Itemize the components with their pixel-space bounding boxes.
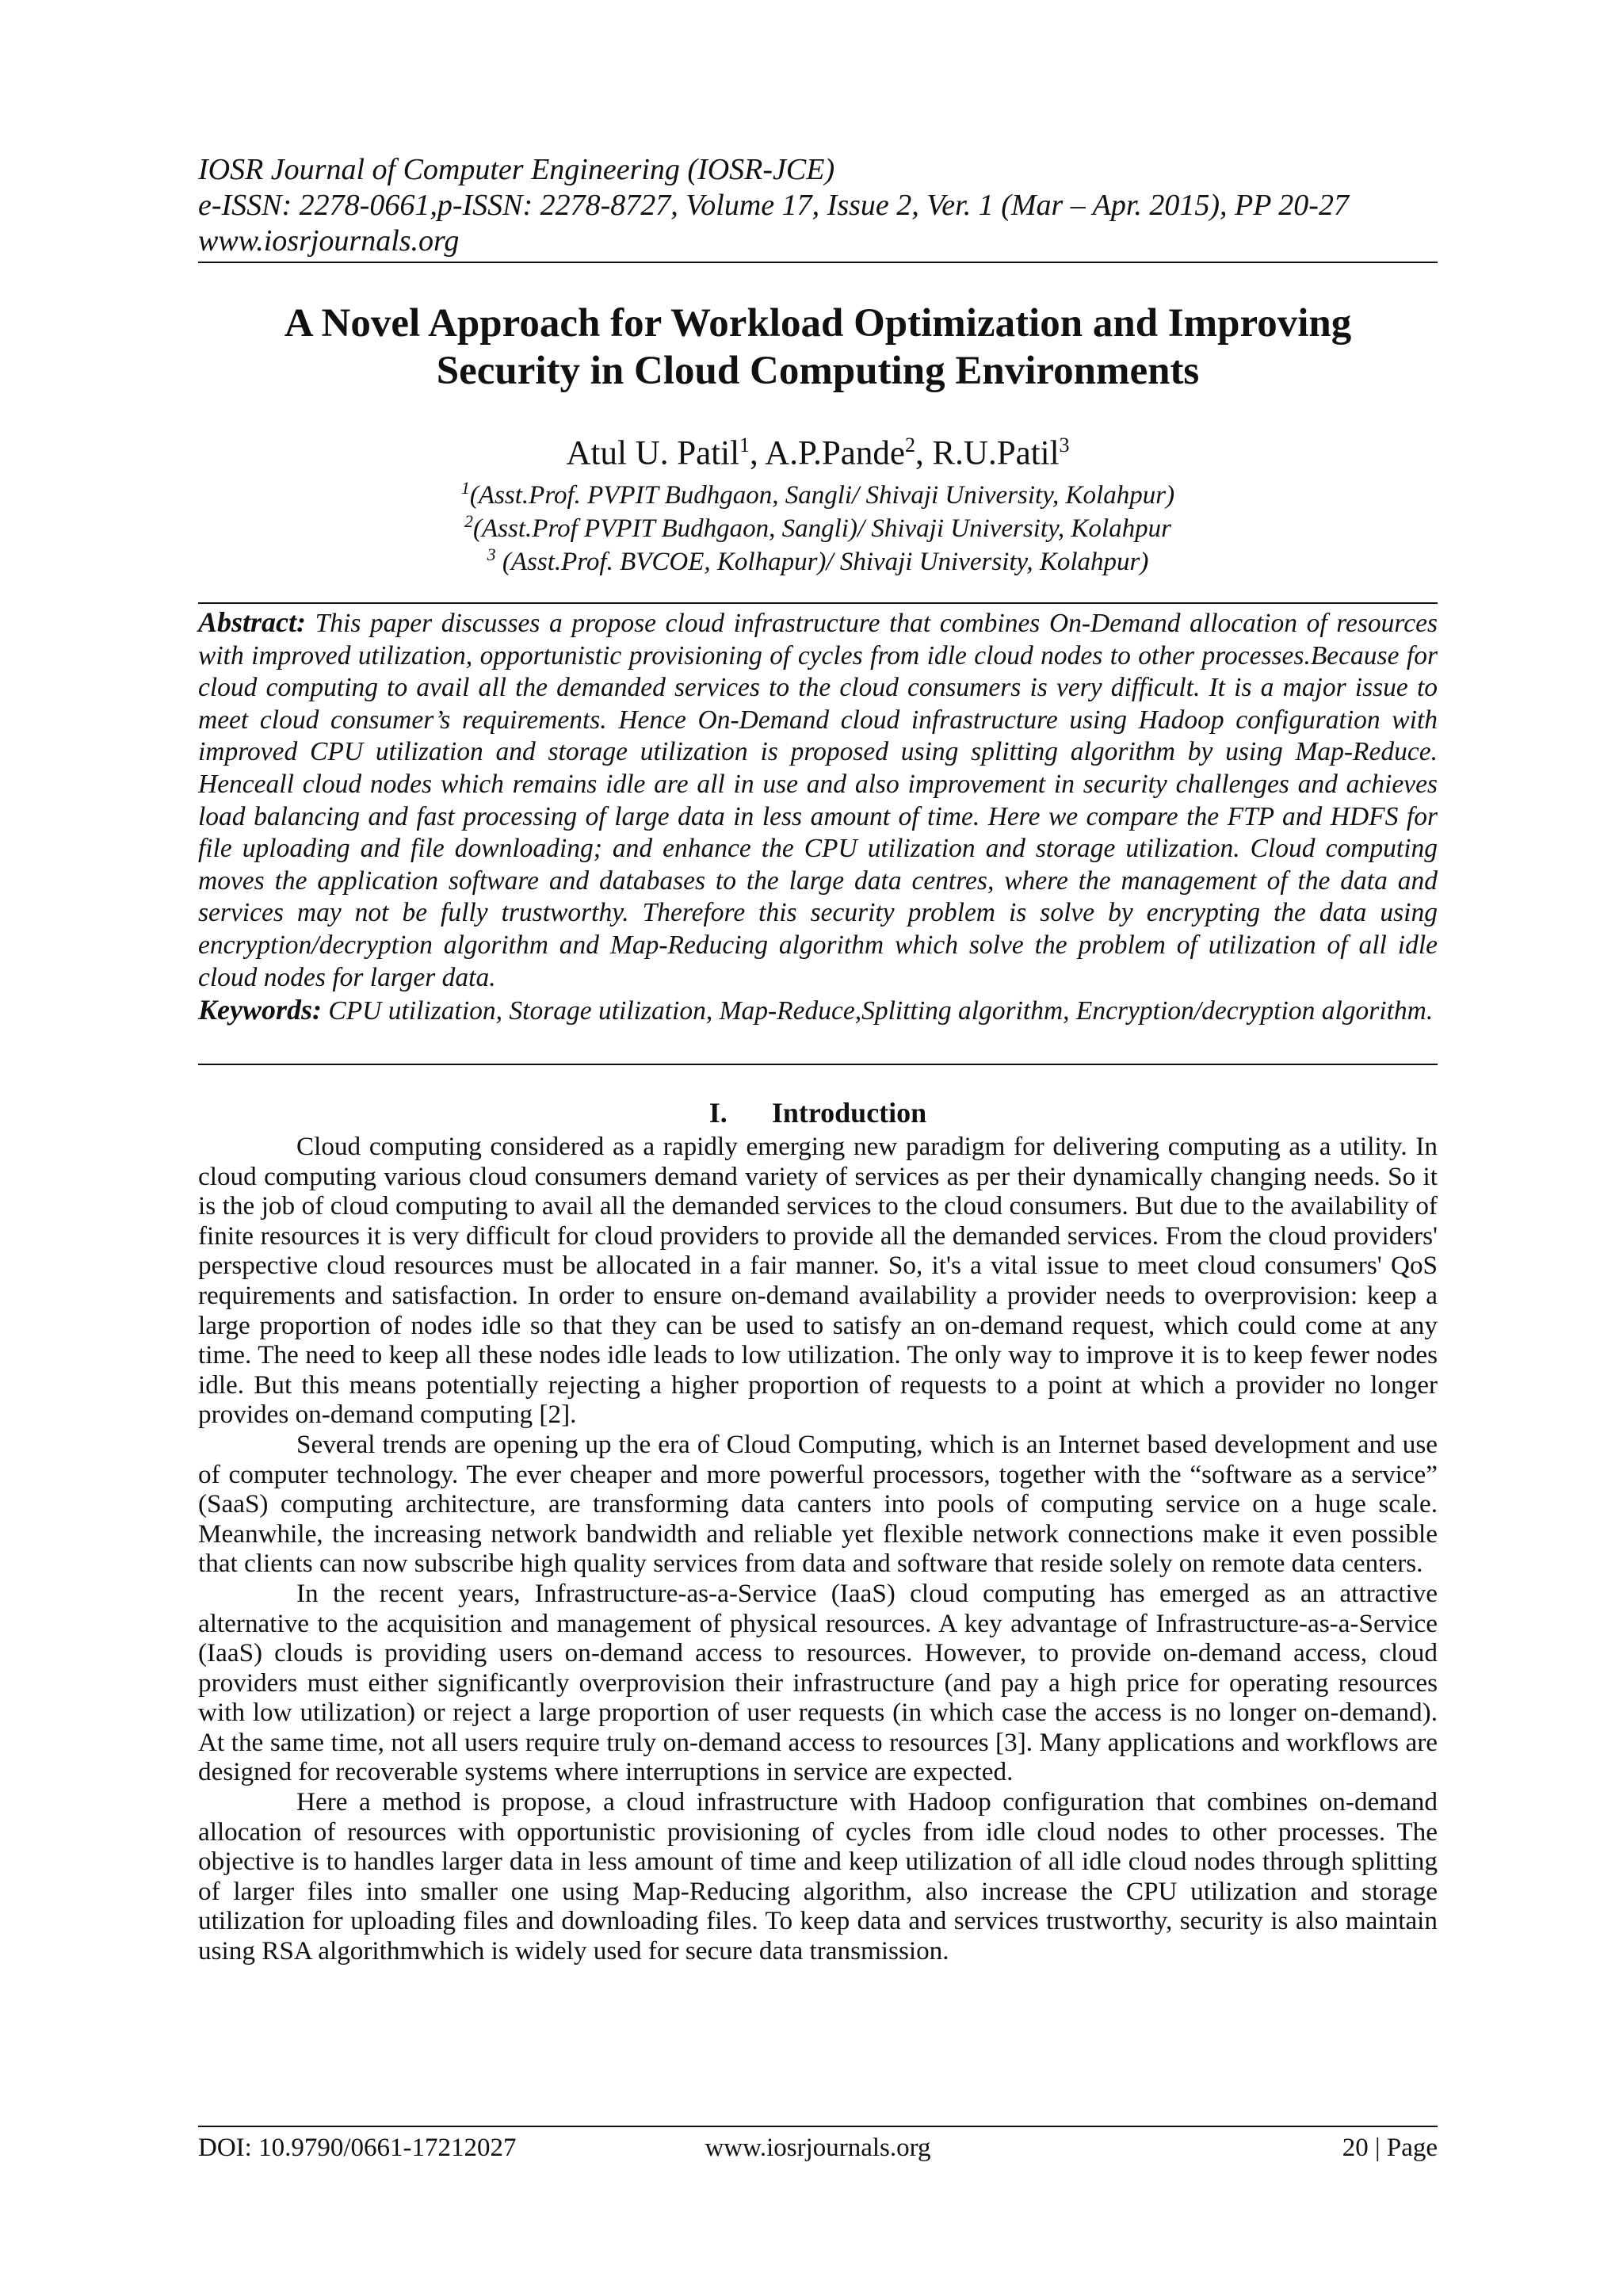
abstract-text: This paper discusses a propose cloud infrastructure that combines On-Demand allocation of resources with improved utilization, opportunistic provisioning of cycles from idle cloud nodes to other processes.Because for cloud computing to avail all the demanded services to the cloud consumers is very difficult. It is a major issue to meet cloud consumer’s requirements. Hence On-Demand cloud infrastructure using Hadoop configuration with improved CPU utilization and storage utilization is proposed using splitting algorithm by using Map-Reduce. Henceall cloud nodes which remains idle are all in use and also improvement in security challenges and achieves load balancing and fast processing of large data in less amount of time. Here we compare the FTP and HDFS for file uploading and file downloading; and enhance the CPU utilization and storage utilization. Cloud computing moves the application software and databases to the large data centres, where the management of the data and services may not be fully trustworthy. Therefore this security problem is solve by encrypting the data using encryption/decryption algorithm and Map-Reducing algorithm which solve the problem of utilization of all idle cloud nodes for larger data. xyxy=(198,609,1438,992)
section-heading xyxy=(198,1096,1438,1129)
title-line-1: A Novel Approach for Workload Optimization and Improving xyxy=(284,301,1352,346)
author-name: Atul U. Patil xyxy=(566,434,740,472)
author-list xyxy=(198,425,1438,474)
title-line-2: Security in Cloud Computing Environments xyxy=(436,349,1200,393)
affiliation-sup: 1 xyxy=(460,478,470,498)
author-sup: 2 xyxy=(904,434,915,457)
journal-name: IOSR Journal of Computer Engineering (IOSR-JCE) xyxy=(198,153,835,186)
affiliation-text: (Asst.Prof. PVPIT Budhgaon, Sangli/ Shivaji University, Kolahpur) xyxy=(469,481,1175,510)
abstract-block xyxy=(198,606,1438,1028)
footer-website: www.iosrjournals.org xyxy=(705,2134,931,2162)
keywords-label: Keywords: xyxy=(198,994,322,1026)
affiliation-sup: 2 xyxy=(464,511,474,531)
body-paragraph: Here a method is propose, a cloud infrastructure with Hadoop configuration that combines on-demand allocation of resources with opportunistic provisioning of cycles from idle cloud nodes to other processes. The objective is to handles larger data in less amount of time and keep utilization of all idle cloud nodes through splitting of larger files into smaller one using Map-Reducing algorithm, also increase the CPU utilization and storage utilization for uploading files and downloading files. To keep data and services trustworthy, security is also maintain using RSA algorithmwhich is widely used for secure data transmission. xyxy=(198,1787,1438,1966)
abstract-label: Abstract: xyxy=(198,606,307,638)
footer-rule xyxy=(198,2126,1438,2127)
keywords-text: CPU utilization, Storage utilization, Map-Reduce,Splitting algorithm, Encryption/decryption algorithm. xyxy=(328,996,1434,1026)
paper-title xyxy=(198,300,1438,395)
affiliation-text: (Asst.Prof. BVCOE, Kolhapur)/ Shivaji University, Kolahpur) xyxy=(495,548,1149,576)
affiliation-sup: 3 xyxy=(487,544,496,564)
footer-doi: DOI: 10.9790/0661-17212027 xyxy=(198,2134,517,2162)
affiliation-text: (Asst.Prof PVPIT Budhgaon, Sangli)/ Shivaji University, Kolahpur xyxy=(473,514,1171,543)
section-title: Introduction xyxy=(771,1097,927,1129)
body-paragraph: Several trends are opening up the era of Cloud Computing, which is an Internet based development and use of computer technology. The ever cheaper and more powerful processors, together with the “software as a service” (SaaS) computing architecture, are transforming data canters into pools of computing service on a huge scale. Meanwhile, the increasing network bandwidth and reliable yet flexible network connections make it even possible that clients can now subscribe high quality services from data and software that reside solely on remote data centers. xyxy=(198,1429,1438,1579)
section-body xyxy=(198,1132,1438,1966)
header-rule xyxy=(198,262,1438,263)
section-number: I. xyxy=(708,1097,727,1129)
author-name: R.U.Patil xyxy=(932,434,1060,472)
author-sup: 3 xyxy=(1059,434,1070,457)
body-paragraph: In the recent years, Infrastructure-as-a-Service (IaaS) cloud computing has emerged as an attractive alternative to the acquisition and management of physical resources. A key advantage of Infrastructure-as-a-Service (IaaS) clouds is providing users on-demand access to resources. However, to provide on-demand access, cloud providers must either significantly overprovision their infrastructure (and pay a high price for operating resources with low utilization) or reject a large proportion of user requests (in which case the access is no longer on-demand). At the same time, not all users require truly on-demand access to resources [3]. Many applications and workflows are designed for recoverable systems where interruptions in service are expected. xyxy=(198,1578,1438,1787)
footer-page-number: 20 | Page xyxy=(1342,2134,1438,2162)
body-paragraph: Cloud computing considered as a rapidly emerging new paradigm for delivering computing as a utility. In cloud computing various cloud consumers demand variety of services as per their dynamically changing needs. So it is the job of cloud computing to avail all the demanded services to the cloud consumers. But due to the availability of finite resources it is very difficult for cloud providers to provide all the demanded services. From the cloud providers' perspective cloud resources must be allocated in a fair manner. So, it's a vital issue to meet cloud consumers' QoS requirements and satisfaction. In order to ensure on-demand availability a provider needs to overprovision: keep a large proportion of nodes idle so that they can be used to satisfy an on-demand request, which could come at any time. The need to keep all these nodes idle leads to low utilization. The only way to improve it is to keep fewer nodes idle. But this means potentially rejecting a higher proportion of requests to a point at which a provider no longer provides on-demand computing [2]. xyxy=(198,1132,1438,1430)
abstract-rule-top xyxy=(198,602,1438,604)
abstract-rule-bottom xyxy=(198,1064,1438,1065)
author-sup: 1 xyxy=(739,434,750,457)
journal-website: www.iosrjournals.org xyxy=(198,224,460,258)
author-separator: , xyxy=(750,434,766,472)
author-separator: , xyxy=(915,434,933,472)
journal-header xyxy=(198,152,1450,259)
affiliation-3 xyxy=(198,539,1438,578)
author-name: A.P.Pande xyxy=(765,434,905,472)
journal-issn: e-ISSN: 2278-0661,p-ISSN: 2278-8727, Volume 17, Issue 2, Ver. 1 (Mar – Apr. 2015), PP 20-27 xyxy=(198,189,1349,222)
